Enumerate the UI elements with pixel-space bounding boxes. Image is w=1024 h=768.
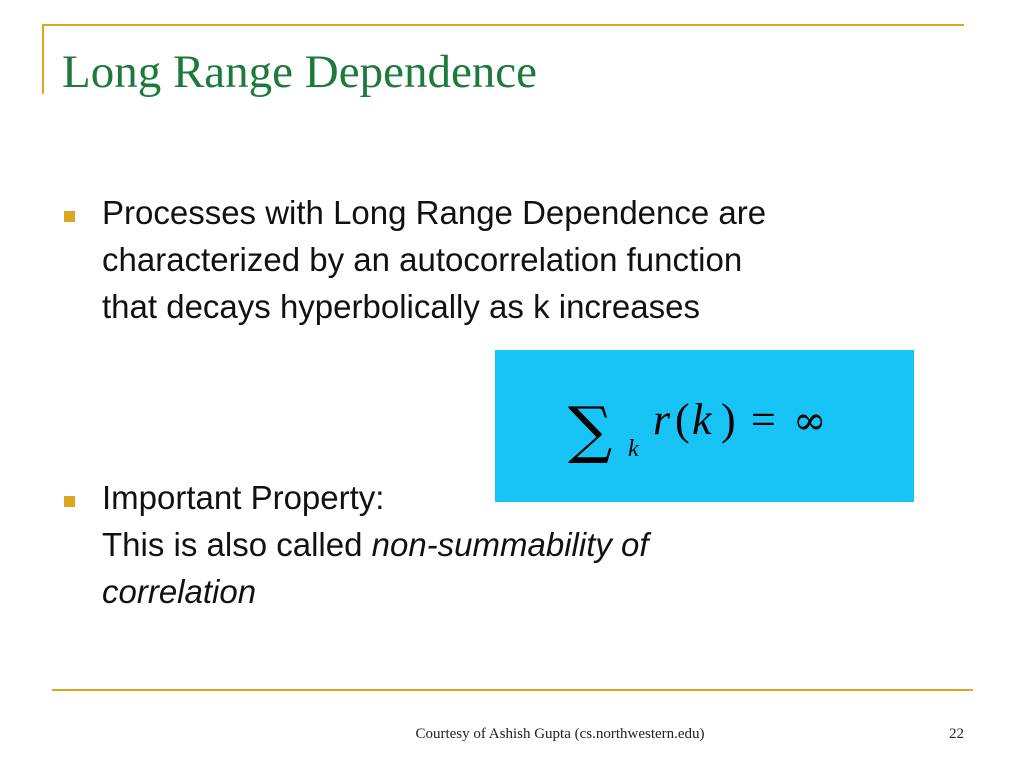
top-border-rule xyxy=(42,24,964,26)
bullet-2-line-3: correlation xyxy=(102,573,257,610)
function-r: r xyxy=(653,395,671,444)
slide-title: Long Range Dependence xyxy=(62,46,538,98)
open-paren: ( xyxy=(675,395,690,444)
footer-credit: Courtesy of Ashish Gupta (cs.northwestern.edu) xyxy=(415,726,705,742)
bullet-1-line-1: Processes with Long Range Dependence are xyxy=(102,194,767,231)
bullet-2-line-2-prefix: This is also called xyxy=(102,526,372,563)
infinity-symbol: ∞ xyxy=(793,398,827,444)
bullet-long-range-dependence xyxy=(102,189,982,330)
footer-divider xyxy=(52,689,973,691)
page-number: 22 xyxy=(949,726,964,742)
close-paren: ) xyxy=(721,395,736,444)
left-border-rule xyxy=(42,24,44,94)
bullet-1-line-2: characterized by an autocorrelation function xyxy=(102,241,743,278)
bullet-important-property xyxy=(102,474,862,615)
bullet-square-icon xyxy=(64,496,75,507)
bullet-1-line-3: that decays hyperbolically as k increases xyxy=(102,288,700,325)
equals-sign: = xyxy=(751,395,776,444)
sum-symbol: ∑ xyxy=(568,393,613,466)
sum-index: k xyxy=(628,436,639,462)
bullet-2-line-2 xyxy=(102,521,862,568)
bullet-square-icon xyxy=(64,211,75,222)
bullet-2-line-1: Important Property: xyxy=(102,479,385,516)
argument-k: k xyxy=(692,395,712,444)
bullet-2-line-2-italic: non-summability of xyxy=(371,526,649,563)
